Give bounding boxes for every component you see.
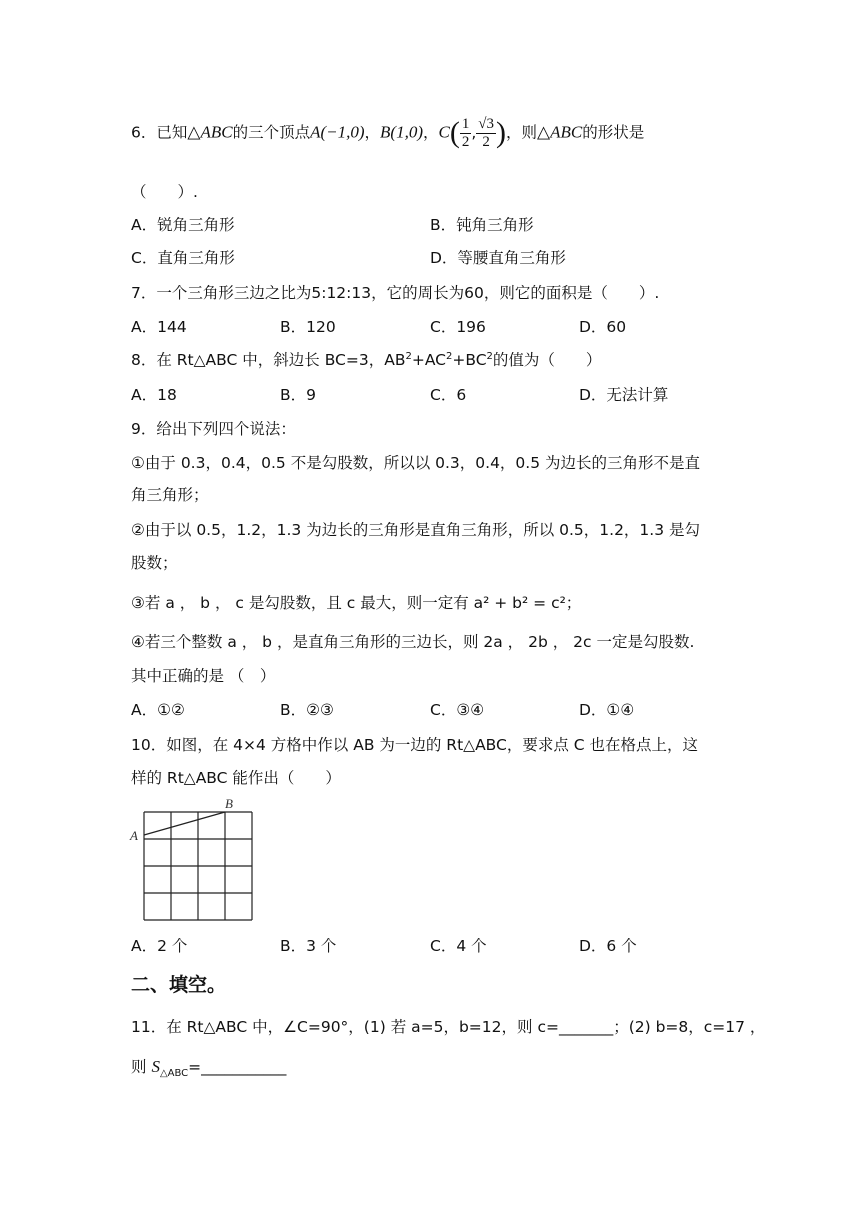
q8-text-b: +AC [411,351,446,369]
q11-area-subscript: △ABC [159,1068,189,1080]
q6-sep-1: ， [364,123,381,142]
q8-sup-3: 2 [486,350,493,362]
q9-statement-4: ④若三个整数 a ， b ，是直角三角形的三边长，则 2a ， 2b ， 2c 一定是勾股数. [131,633,695,651]
q6-point-a: A(−1,0) [310,122,365,142]
q6-bracket: （ ）. [131,183,198,201]
q6-triangle-2: △ABC [537,122,583,142]
q11-blank: ___________ [201,1058,287,1076]
q6-stem [131,116,644,150]
q6-point-c-label: C [438,122,450,142]
q8-text-d: 的值为（ ） [492,351,602,369]
q6-text-4: 的形状是 [582,123,645,142]
q9-option-c: C．③④ [430,701,485,719]
q10-stem-2: 样的 Rt△ABC 能作出（ ） [131,769,341,787]
q9-stem: 9．给出下列四个说法： [131,420,296,438]
q8-sup-1: 2 [405,350,412,362]
q8-option-c: C．6 [430,386,467,404]
q11-area-symbol: S [151,1057,160,1076]
q10-stem-1: 10．如图，在 4×4 方格中作以 AB 为一边的 Rt△ABC，要求点 C 也在格点上，这 [131,736,699,754]
q6-point-b: B(1,0) [380,122,423,142]
q6-open-paren: ( [449,116,460,149]
q8-sup-2: 2 [446,350,453,362]
q7-option-a: A．144 [131,318,187,336]
q9-statement-1a: ①由于 0.3，0.4，0.5 不是勾股数，所以以 0.3，0.4，0.5 为边长的三角形不是直 [131,454,701,472]
label-b: B [225,796,233,811]
q10-option-a: A．2 个 [131,937,188,955]
q8-option-b: B．9 [280,386,316,404]
q6-close-paren: ) [496,116,507,149]
label-a: A [130,828,138,843]
q7-stem: 7．一个三角形三边之比为5:12:13，它的周长为60，则它的面积是（ ）. [131,284,660,302]
q10-option-d: D．6 个 [579,937,637,955]
q9-statement-2b: 股数； [131,554,178,572]
q6-comma: , [471,123,477,142]
q6-triangle-1: △ABC [187,122,233,142]
q8-option-a: A．18 [131,386,177,404]
q9-option-b: B．②③ [280,701,334,719]
q9-statement-1b: 角三角形； [131,486,209,504]
q6-frac-1-num: 1 [461,116,470,132]
q11-equals: = [188,1058,202,1076]
q6-frac-2-num: √3 [478,116,495,132]
section-title: 二、填空。 [131,974,227,996]
q6-sep-2: ， [423,123,439,142]
q9-statement-3: ③若 a ， b ， c 是勾股数，且 c 最大，则一定有 a² + b² = c²； [131,594,582,612]
q11-stem-1: 11．在 Rt△ABC 中，∠C=90°，(1) 若 a=5，b=12，则 c=_______；(2) b=8，c=17 ， [131,1018,766,1036]
q10-option-b: B．3 个 [280,937,337,955]
q6-option-d: D．等腰直角三角形 [430,249,566,267]
q6-frac-1-den: 2 [461,133,470,150]
segment-ab [144,812,225,835]
q7-option-c: C．196 [430,318,486,336]
q6-option-b: B．钝角三角形 [430,216,534,234]
q6-text-3: ，则 [506,123,538,142]
q6-option-c: C．直角三角形 [131,249,235,267]
q9-question: 其中正确的是 （ ） [131,667,276,685]
q10-option-c: C．4 个 [430,937,487,955]
q9-statement-2a: ②由于以 0.5，1.2，1.3 为边长的三角形是直角三角形，所以 0.5，1.2，1.3 是勾 [131,521,701,539]
q6-frac-2 [476,116,496,150]
q7-option-d: D．60 [579,318,627,336]
q10-grid-figure [128,794,258,922]
q9-option-d: D．①④ [579,701,635,719]
q6-text-1: 6．已知 [131,123,188,142]
q6-option-a: A．锐角三角形 [131,216,235,234]
q9-option-a: A．①② [131,701,185,719]
q8-option-d: D．无法计算 [579,386,669,404]
q8-text-c: +BC [452,351,487,369]
q11-stem-2 [131,1055,286,1079]
q6-frac-2-den: 2 [482,133,490,150]
q6-frac-1 [460,116,472,150]
q11-text-then: 则 [131,1058,147,1076]
q8-stem [131,348,601,370]
q8-text-a: 8．在 Rt△ABC 中，斜边长 BC=3，AB [131,351,406,369]
q7-option-b: B．120 [280,318,336,336]
q6-text-2: 的三个顶点 [232,123,311,142]
